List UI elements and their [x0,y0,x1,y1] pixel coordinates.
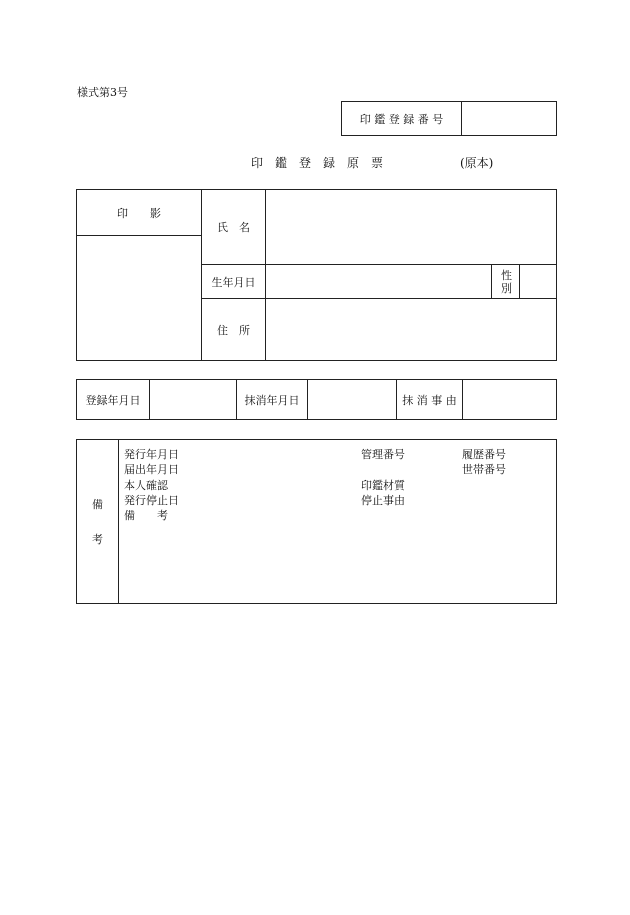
divider [118,440,119,603]
birth-date-label: 生年月日 [211,275,256,289]
remark-issue-date: 発行年月日 [124,448,179,461]
seal-impression-area[interactable] [77,236,201,360]
registration-number-field[interactable] [462,102,556,135]
remark-management-number: 管理番号 [361,448,405,461]
main-registration-table [76,189,557,361]
cancellation-reason-field[interactable] [463,380,556,419]
remarks-side-label-bottom: 考 [92,533,103,546]
cancellation-reason-label: 抹 消 事 由 [402,393,457,407]
page-title: 印 鑑 登 録 原 票 [251,156,384,170]
cancellation-date-label: 抹消年月日 [244,393,300,407]
registration-number-box [341,101,557,136]
name-field[interactable] [266,190,556,264]
remark-history-number: 履歴番号 [462,448,506,461]
remarks-side-label-top: 備 [92,498,103,511]
remark-notes: 備 考 [124,509,168,522]
registration-date-field[interactable] [150,380,236,419]
sex-label-top: 性 [501,269,512,282]
seal-impression-label: 印 影 [117,206,161,220]
dates-table [76,379,557,420]
page-subtitle: (原本) [460,156,494,170]
name-label: 氏 名 [217,221,250,234]
birth-date-field[interactable] [266,265,491,298]
divider [491,264,492,298]
registration-date-label: 登録年月日 [85,393,141,407]
address-label: 住 所 [217,323,250,337]
remark-household-number: 世帯番号 [462,463,506,476]
form-number: 様式第3号 [77,86,128,99]
sex-label-bottom: 別 [501,282,512,295]
remark-seal-material: 印鑑材質 [361,479,405,492]
remark-identity-check: 本人確認 [124,479,168,492]
remarks-table [76,439,557,604]
remark-issue-stop-date: 発行停止日 [124,494,179,507]
remark-notification-date: 届出年月日 [124,463,179,476]
cancellation-date-field[interactable] [308,380,396,419]
remark-stop-reason: 停止事由 [361,494,405,507]
address-field[interactable] [266,299,556,360]
registration-number-label: 印 鑑 登 録 番 号 [359,112,444,126]
sex-field[interactable] [520,265,556,298]
